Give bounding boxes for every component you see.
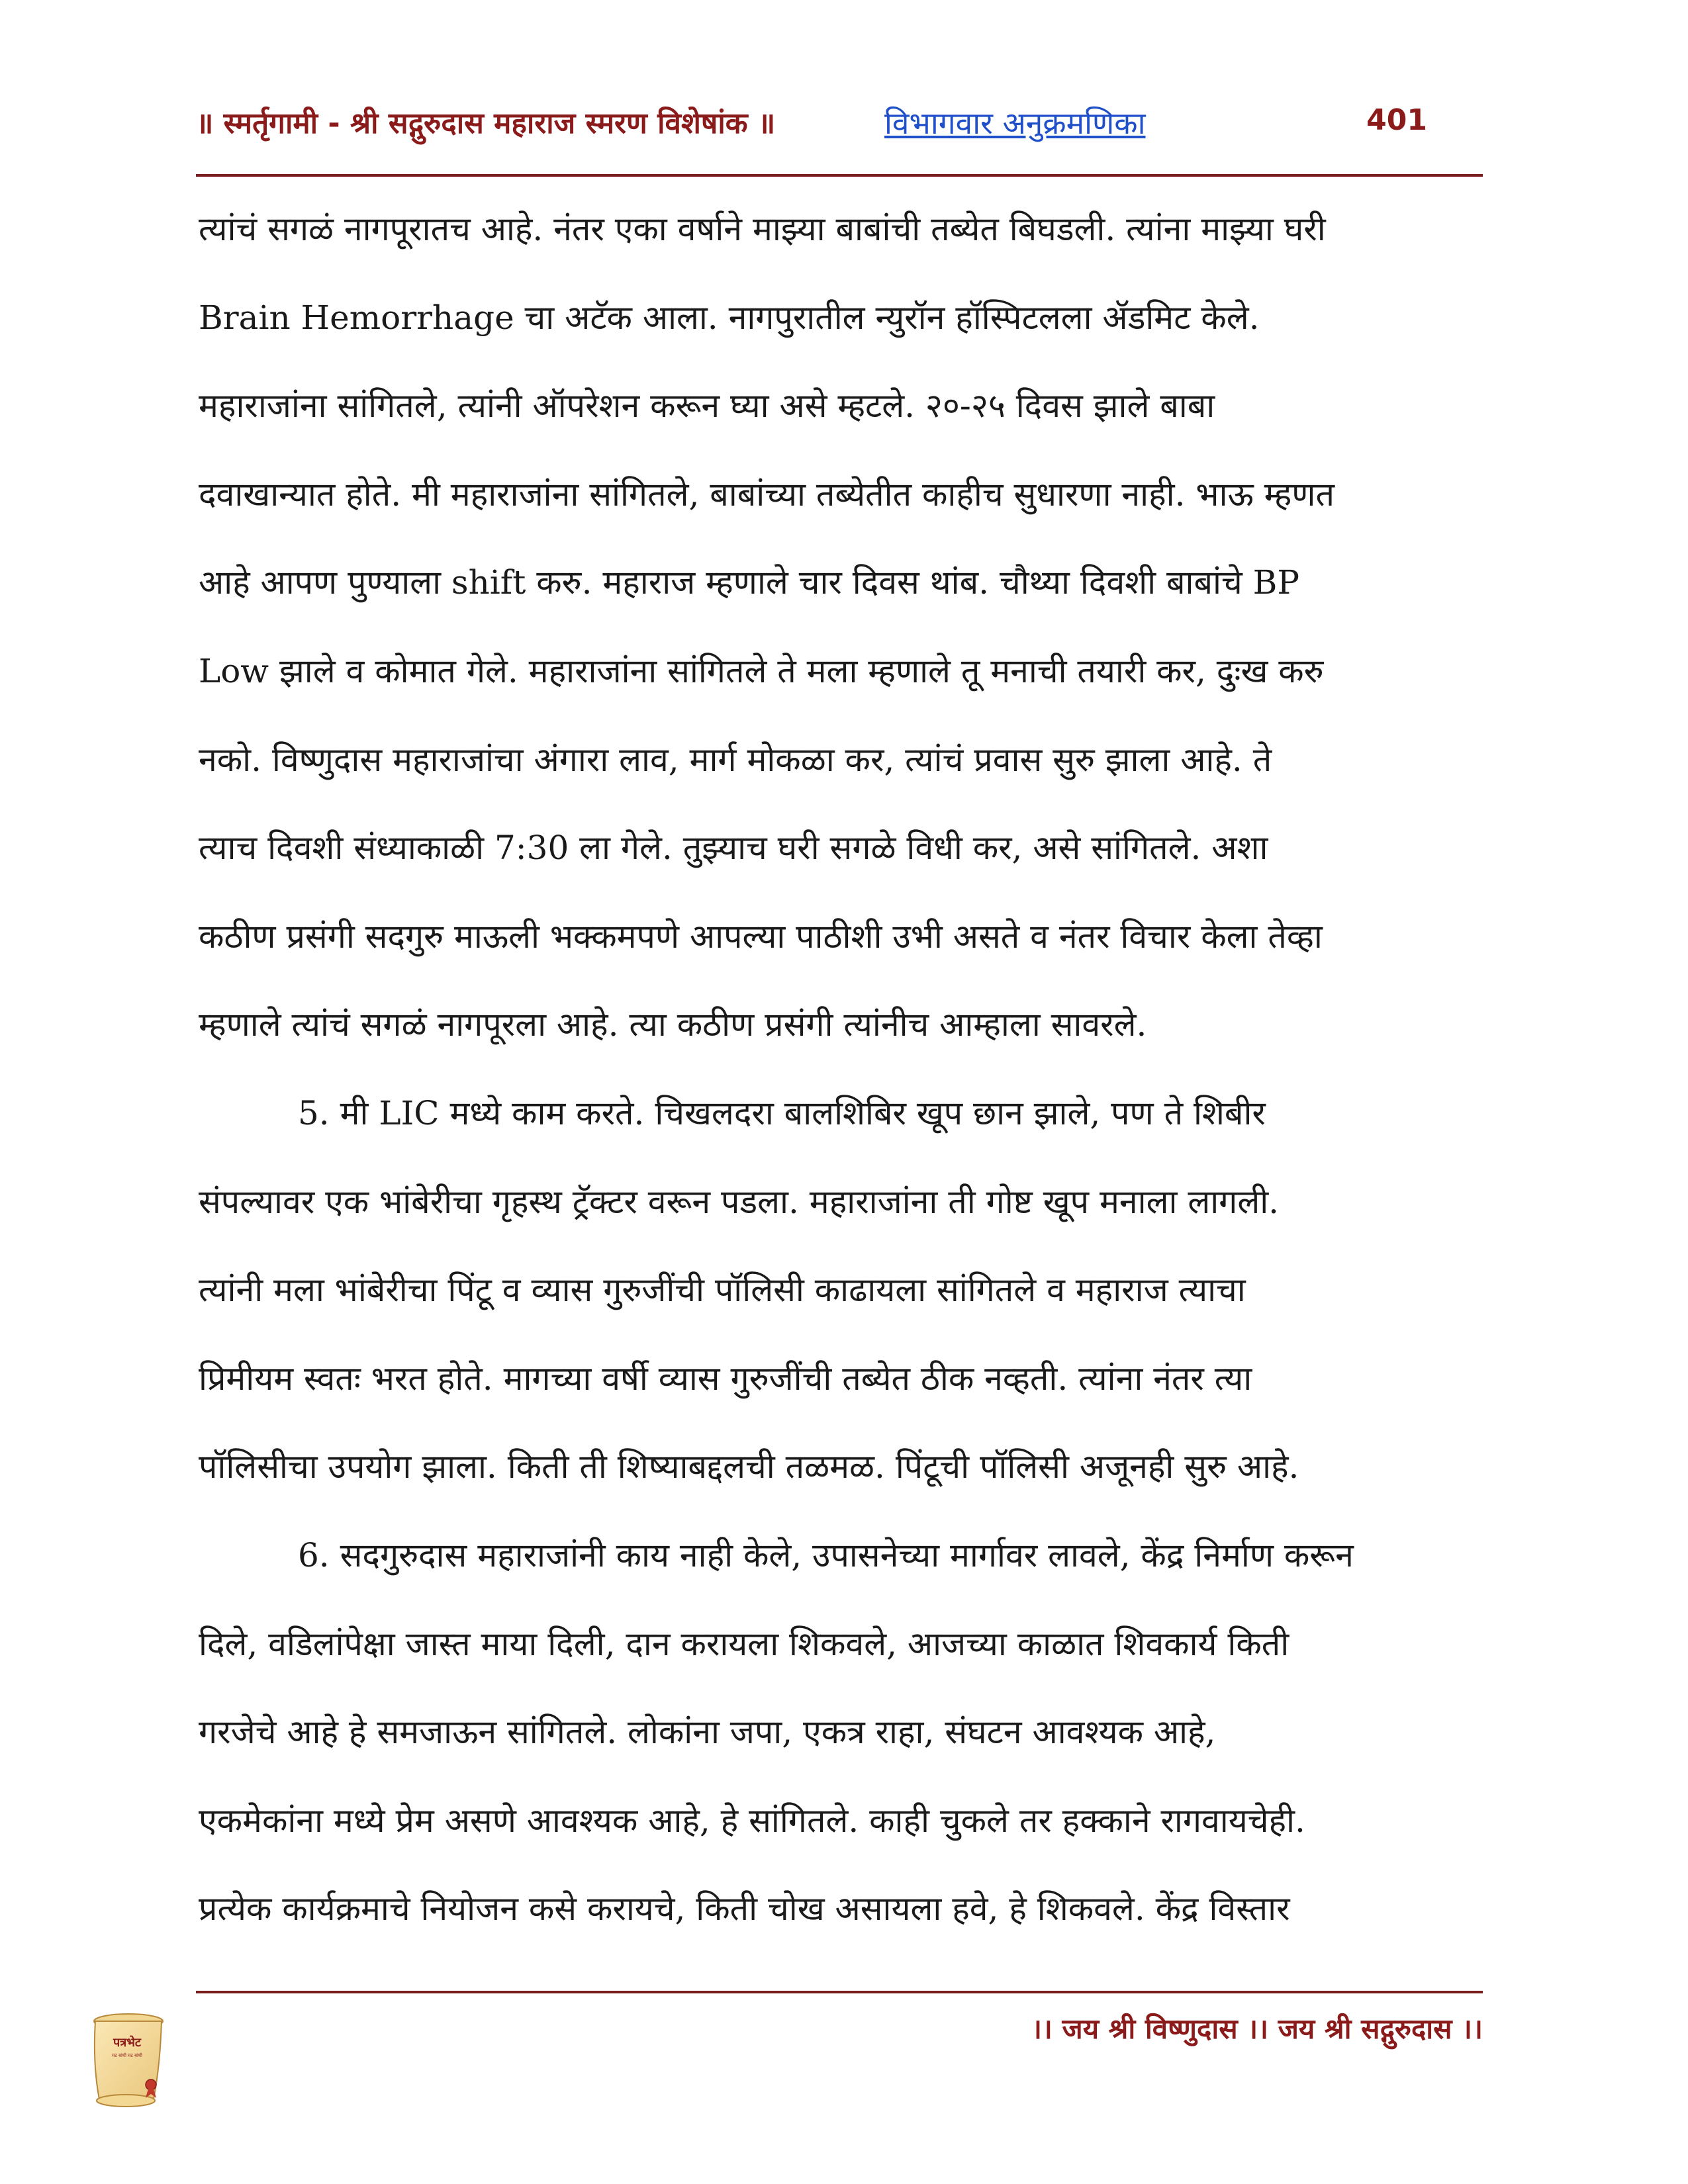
body-line: प्रत्येक कार्यक्रमाचे नियोजन कसे करायचे, किती चोख असायला हवे, हे शिकवले. केंद्र विस्तार xyxy=(199,1889,1290,1929)
patrabhet-scroll-logo xyxy=(87,2012,167,2111)
body-line: प्रिमीयम स्वतः भरत होते. मागच्या वर्षी व्यास गुरुजींची तब्येत ठीक नव्हती. त्यांना नंतर त्या xyxy=(199,1359,1252,1398)
body-line: त्यांनी मला भांबेरीचा पिंटू व व्यास गुरुजींची पॉलिसी काढायला सांगितले व महाराज त्याचा xyxy=(199,1271,1246,1310)
body-line: दवाखान्यात होते. मी महाराजांना सांगितले, बाबांच्या तब्येतीत काहीच सुधारणा नाही. भाऊ म्हणत xyxy=(199,475,1335,514)
logo-label: पत्रभेट xyxy=(113,2036,141,2050)
body-line: एकमेकांना मध्ये प्रेम असणे आवश्यक आहे, हे सांगितले. काही चुकले तर हक्काने रागवायचेही. xyxy=(199,1801,1305,1840)
body-line: संपल्यावर एक भांबेरीचा गृहस्थ ट्रॅक्टर वरून पडला. महाराजांना ती गोष्ट खूप मनाला लागली. xyxy=(199,1182,1280,1221)
section-index-link[interactable]: विभागवार अनुक्रमणिका xyxy=(884,105,1146,141)
scroll-icon xyxy=(87,2012,167,2111)
body-line: पॉलिसीचा उपयोग झाला. किती ती शिष्याबद्दलची तळमळ. पिंटूची पॉलिसी अजूनही सुरु आहे. xyxy=(199,1447,1299,1486)
publication-title: ॥ स्मर्तृगामी - श्री सद्गुरुदास महाराज स्मरण विशेषांक ॥ xyxy=(196,107,776,140)
body-line: कठीण प्रसंगी सदगुरु माऊली भक्कमपणे आपल्या पाठीशी उभी असते व नंतर विचार केला तेव्हा xyxy=(199,917,1323,956)
page-number: 401 xyxy=(1366,103,1427,137)
body-line: आहे आपण पुण्याला shift करु. महाराज म्हणाले चार दिवस थांब. चौथ्या दिवशी बाबांचे BP xyxy=(199,563,1299,602)
body-line: म्हणाले त्यांचं सगळं नागपूरला आहे. त्या कठीण प्रसंगी त्यांनीच आम्हाला सावरले. xyxy=(199,1005,1147,1044)
body-line: त्याच दिवशी संध्याकाळी 7:30 ला गेले. तुझ्याच घरी सगळे विधी कर, असे सांगितले. अशा xyxy=(199,829,1268,868)
body-line: नको. विष्णुदास महाराजांचा अंगारा लाव, मार्ग मोकळा कर, त्यांचं प्रवास सुरु झाला आहे. ते xyxy=(199,740,1272,779)
page-header xyxy=(196,99,1480,152)
body-line: दिले, वडिलांपेक्षा जास्त माया दिली, दान करायला शिकवले, आजच्या काळात शिवकार्य किती xyxy=(199,1624,1289,1663)
body-line: Brain Hemorrhage चा अटॅक आला. नागपुरातील न्युरॉन हॉस्पिटलला ॲडमिट केले. xyxy=(199,298,1260,337)
body-line: महाराजांना सांगितले, त्यांनी ऑपरेशन करून घ्या असे म्हटले. २०-२५ दिवस झाले बाबा xyxy=(199,387,1215,426)
header-divider xyxy=(196,174,1483,177)
paragraph-5-start: 5. मी LIC मध्ये काम करते. चिखलदरा बालशिबिर खूप छान झाले, पण ते शिबीर xyxy=(298,1093,1266,1132)
footer-divider xyxy=(196,1991,1483,1993)
body-line: गरजेचे आहे हे समजाऊन सांगितले. लोकांना जपा, एकत्र राहा, संघटन आवश्यक आहे, xyxy=(199,1713,1216,1752)
body-line: Low झाले व कोमात गेले. महाराजांना सांगितले ते मला म्हणाले तू मनाची तयारी कर, दुःख करु xyxy=(199,651,1324,690)
footer-salutation: ।। जय श्री विष्णुदास ।। जय श्री सद्गुरुदास ।। xyxy=(1031,2013,1483,2045)
article-body xyxy=(199,192,1483,1960)
logo-tagline: घट बांधी घट बांधी xyxy=(112,2053,142,2058)
paragraph-6-start: 6. सदगुरुदास महाराजांनी काय नाही केले, उपासनेच्या मार्गावर लावले, केंद्र निर्माण करून xyxy=(298,1535,1354,1574)
body-line: त्यांचं सगळं नागपूरातच आहे. नंतर एका वर्षाने माझ्या बाबांची तब्येत बिघडली. त्यांना माझ्या घरी xyxy=(199,210,1326,248)
